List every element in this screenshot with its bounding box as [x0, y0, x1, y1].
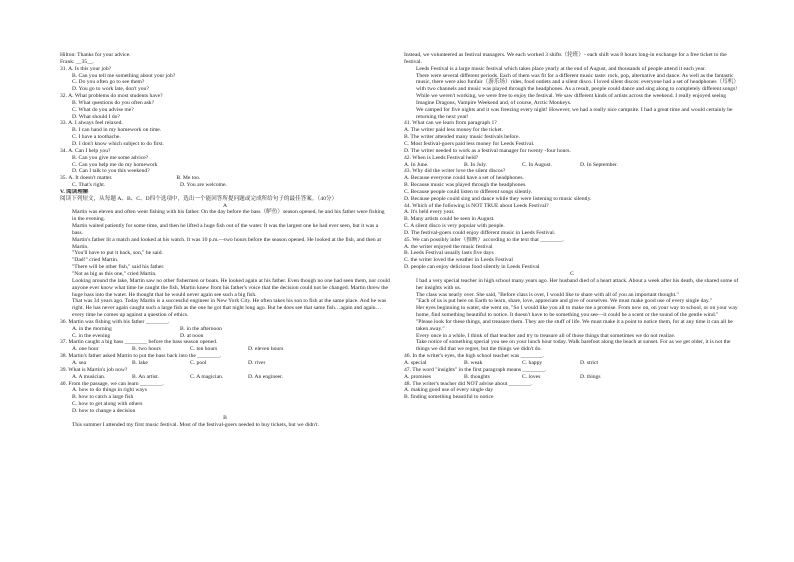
instructions: 阅读下列短文，从每题 A、B、C、D四个选项中，选出一个能回答所提问题或完成所给句子的最佳答案。（40分）	[60, 195, 338, 202]
paragraph: Her eyes beginning to water, she went on, "So I would like you all to make me a promise. From now on, on your way to school, or on your way home, find something beautiful to notice. It doesn't have to be something you see—it could be a scent or the sound of the gentle wind."	[416, 305, 738, 319]
option-d: D. people can enjoy delicious food silently in Leeds Festival	[404, 264, 540, 271]
paragraph: "You'll have to put it back, son," he said.	[72, 250, 163, 257]
option-d: D. river	[248, 359, 266, 366]
right-column	[404, 52, 740, 401]
option-b: B. two hours	[132, 346, 161, 353]
option-d: D. eleven hours	[248, 346, 284, 353]
paragraph: There were several different periods. Each of them was fit for a different music taste: rock, pop, alternative and dance. As well as the fantastic music, there were also funfair（游乐场）rides, food outlets and a silent disco. I loved silent discos: everyone had a set of headphones（耳机）with two channels and music was played through the headphones. As a result, people could dance and sing along to completely different songs!	[416, 72, 739, 93]
paragraph: Instead, we volunteered as festival managers. We each worked 3 shifts（轮班）- each shift was 8 hours long-in exchange for a free ticket to the festival.	[404, 52, 727, 65]
questions-c	[404, 353, 740, 401]
option-d: D. The writer needed to work as a festival manager for twenty -four hours.	[404, 147, 571, 154]
option-a: A. What problems do most students have?	[68, 93, 163, 100]
question: 41. What can we learn from paragraph 1?	[404, 120, 497, 127]
questions-a	[60, 319, 390, 415]
option-c: C. What do you advise me?	[72, 106, 134, 113]
option-d: D. You go to work late, don't you?	[72, 86, 149, 93]
option-a: A. how to do things in right ways	[72, 387, 147, 394]
option-a: A. one hour	[72, 346, 99, 353]
option-b: B. how to catch a large fish	[72, 394, 134, 401]
option-d: D. how to change a decision	[72, 407, 136, 414]
option-b: B. Can you give me some advice?	[72, 154, 149, 161]
passage-label: B	[223, 414, 227, 421]
option-a: A. promises	[404, 373, 432, 380]
paragraph: Leeds Festival is a large music festival which takes place yearly at the end of August, and thousands of people attend it each year.	[416, 65, 706, 72]
option-c: C. ten hours	[190, 346, 218, 353]
option-c: C. I have a toothache.	[72, 134, 121, 141]
option-c: C. Can you help me do my homework	[72, 161, 158, 168]
option-a: A. Because everyone could have a set of headphones.	[404, 175, 524, 182]
paragraph: Martin waited patiently for some time, and then he lifted a huge fish out of the water. It was the largest one he had ever seen, but it was a bass.	[72, 223, 379, 236]
option-b: B. Can you tell me something about your job?	[72, 72, 176, 79]
option-c: C. pool	[190, 359, 207, 366]
option-a: A. It's held every year.	[404, 209, 455, 216]
paragraph: I had a very special teacher in high school many years ago. Her husband died of a heart attack. About a week after his death, she shared some of her insights with us.	[416, 277, 739, 291]
question-number: 32.	[60, 93, 67, 100]
question: 37. Martin caught a big bass ________ before the bass season opened.	[60, 339, 218, 346]
dialog-options	[60, 66, 390, 189]
question: 42. When is Leeds Festival held?	[404, 154, 479, 161]
paragraph: "Not as big as this one," cried Martin.	[72, 271, 157, 277]
option-a: A. A musician.	[72, 373, 106, 380]
option-a: A. sea	[72, 359, 86, 366]
paragraph: Martin's father lit a match and looked at his watch. It was 10 p.m.—two hours before the season opened. He looked at the fish, and then at Martin.	[72, 236, 382, 250]
paragraph: That was 34 years ago. Today Martin is a successful engineer in New York City. He often takes his son to fish at the same place. And he was right. He has never again caught such a large fish as the one he got that night long ago. But he does see that same fish…again and again… every time he comes up against a question of ethics.	[72, 298, 387, 319]
question: 48. The writer's teacher did NOT advise about ________.	[404, 380, 533, 387]
option-c: C. loves	[522, 373, 541, 380]
option-d: D. You are welcome.	[180, 182, 227, 189]
option-d: D. What should I do?	[72, 113, 120, 120]
option-c: C. Do you often go to see them?	[72, 79, 145, 86]
option-c: C. Because people could listen to different songs silently.	[404, 188, 533, 195]
question-number: 34.	[60, 147, 67, 154]
option-d: D. I don't know which subject to do first.	[72, 140, 164, 147]
option-c: C. A magician.	[190, 373, 224, 380]
questions-b	[404, 120, 740, 271]
option-d: D. In September.	[580, 161, 618, 168]
question: 44. Which of the following is NOT TRUE about Leeds Festival?	[404, 202, 549, 209]
option-a: A. the writer enjoyed the music festival	[404, 243, 493, 250]
option-b: B. lake	[132, 359, 148, 366]
passage-b	[404, 52, 740, 120]
paragraph: "Each of us is put here on Earth to learn, share, love, appreciate and give of ourselves. We must make good use of every single day."	[416, 298, 712, 305]
paragraph: Martin was eleven and often went fishing with his father. On the day before the bass（鲈鱼）season opened, he and his father were fishing in the evening.	[72, 209, 385, 223]
paragraph: "Please look for these things, and treasure them. They are the stuff of life. We must make it a point to notice them, for at any time it can all be taken away."	[416, 318, 733, 332]
paragraph: Every once in a while, I think of that teacher and try to treasure all of those things that sometimes we do not realize.	[416, 332, 676, 339]
option-b: B. finding something beautiful to notice	[404, 394, 494, 401]
option-a: A. special	[404, 359, 427, 366]
option-d: D. Can I talk to you this weekend?	[72, 168, 150, 175]
paragraph: "There will be other fish," said his father.	[72, 264, 165, 271]
option-a: A. Can I help you?	[68, 147, 111, 154]
option-b: B. What questions do you often ask?	[72, 99, 155, 106]
option-b: B. The writer attended many music festivals before.	[404, 134, 520, 141]
option-b: B. Many artists could be seen in August.	[404, 216, 495, 223]
left-column	[60, 52, 390, 428]
question: 38. Martin's father asked Martin to put the bass back into the ________.	[60, 353, 222, 360]
q35-row1: 35. A. It doesn't matter. B. Me too.	[60, 175, 201, 182]
option-c: C. That's right.	[72, 182, 106, 189]
dialog-line: Frank: __35__.	[60, 58, 95, 65]
paragraph: Looking around the lake, Martin saw no other fishermen or boats. He looked again at his father. Even though no one had seen them, nor could anyone ever know what time he caught the fish, Martin knew from his father's voice that the decision could not be changed. Martin threw the huge bass into the water. He thought that he would never again see such a big fish.	[72, 277, 390, 298]
option-a: A. in the morning	[72, 325, 112, 332]
option-b: B. thoughts	[464, 373, 490, 380]
paragraph: Take notice of something special you see on your lunch hour today. Walk barefoot along the beach at sunset. For as we get older, it is not the things we did that we regret, but the things we didn't do.	[416, 339, 731, 353]
question-number: 31.	[60, 65, 67, 72]
question: 47. The word "insights" in the first paragraph means ________.	[404, 366, 547, 373]
option-b: B. Leeds Festival usually lasts five days	[404, 250, 494, 257]
option-c: C. in the evening	[72, 332, 111, 339]
option-d: D. things	[580, 373, 601, 380]
option-a: A. Is this your job?	[68, 65, 112, 72]
option-c: C. Most festival-goers paid less money for Leeds Festival.	[404, 140, 535, 147]
option-a: A. making good use of every single day	[404, 387, 494, 394]
question: 43. Why did the writer love the silent discos?	[404, 168, 506, 175]
option-d: D. at noon	[180, 332, 204, 339]
option-a: A. I always feel relaxed.	[68, 120, 123, 127]
question: 46. In the writer's eyes, the high school teacher was ________.	[404, 353, 545, 360]
option-c: C. happy	[522, 359, 543, 366]
passage-label: C	[570, 271, 574, 277]
option-c: C. In August.	[522, 161, 552, 168]
passage-a	[60, 209, 390, 319]
option-d: D. Because people could sing and dance while they were listening to music silently.	[404, 195, 592, 202]
option-d: D. strict	[580, 359, 599, 366]
section-title: V. 阅读理解	[60, 188, 89, 195]
question: 39. What is Martin's job now?	[60, 366, 128, 373]
option-b: B. Because music was played through the headphones.	[404, 182, 527, 189]
q35-row2	[60, 182, 390, 189]
option-c: C. the writer loved the weather in Leeds Festival	[404, 257, 513, 264]
question: 36. Martin was fishing with his father ________.	[60, 318, 170, 325]
passage-c	[404, 278, 740, 353]
option-a: A. It doesn't matter.	[68, 175, 113, 182]
option-c: C. A silent disco is very popular with people.	[404, 223, 505, 230]
paragraph: The class was nearly over. She said, "Before class is over, I would like to share with all of you an important thought."	[416, 291, 679, 298]
paragraph: "Dad!" cried Martin.	[72, 257, 119, 264]
paragraph: This summer I attended my first music festival. Most of the festival-goers needed to buy tickets, but we didn't.	[72, 421, 319, 428]
option-d: D. An engineer.	[248, 373, 284, 380]
option-b: B. I can hand in my homework on time.	[72, 127, 162, 134]
paragraph: While we weren't working, we were free to enjoy the festival. We saw different kinds of artists across the weekend. I really enjoyed seeing Imagine Dragons, Vampire Weekend and, of course, Arctic Monkeys.	[416, 93, 727, 106]
option-b: B. An artist.	[132, 373, 160, 380]
dialog-line: Hilton: Thanks for your advice.	[60, 52, 131, 58]
option-b: B. Me too.	[176, 175, 201, 182]
question-number: 33.	[60, 120, 67, 127]
option-b: B. In July.	[464, 161, 487, 168]
option-c: C. how to get along with others	[72, 401, 143, 408]
option-a: A. In June.	[404, 161, 429, 168]
option-b: B. in the afternoon	[180, 325, 222, 332]
option-b: B. weak	[464, 359, 483, 366]
paragraph: We camped for five nights and it was freezing every night! However, we had a really nice campsite. I had a great time and would certainly be returning the next year!	[416, 106, 733, 120]
option-d: D. The festival-goers could enjoy different music in Leeds Festival.	[404, 229, 556, 236]
option-a: A. The writer paid less money for the ticket.	[404, 127, 504, 134]
passage-label: A	[222, 202, 228, 209]
question: 40. From the passage, we can learn ________.	[60, 380, 164, 387]
question: 45. We can possibly infer（推断）according to the text that ________.	[404, 236, 564, 243]
